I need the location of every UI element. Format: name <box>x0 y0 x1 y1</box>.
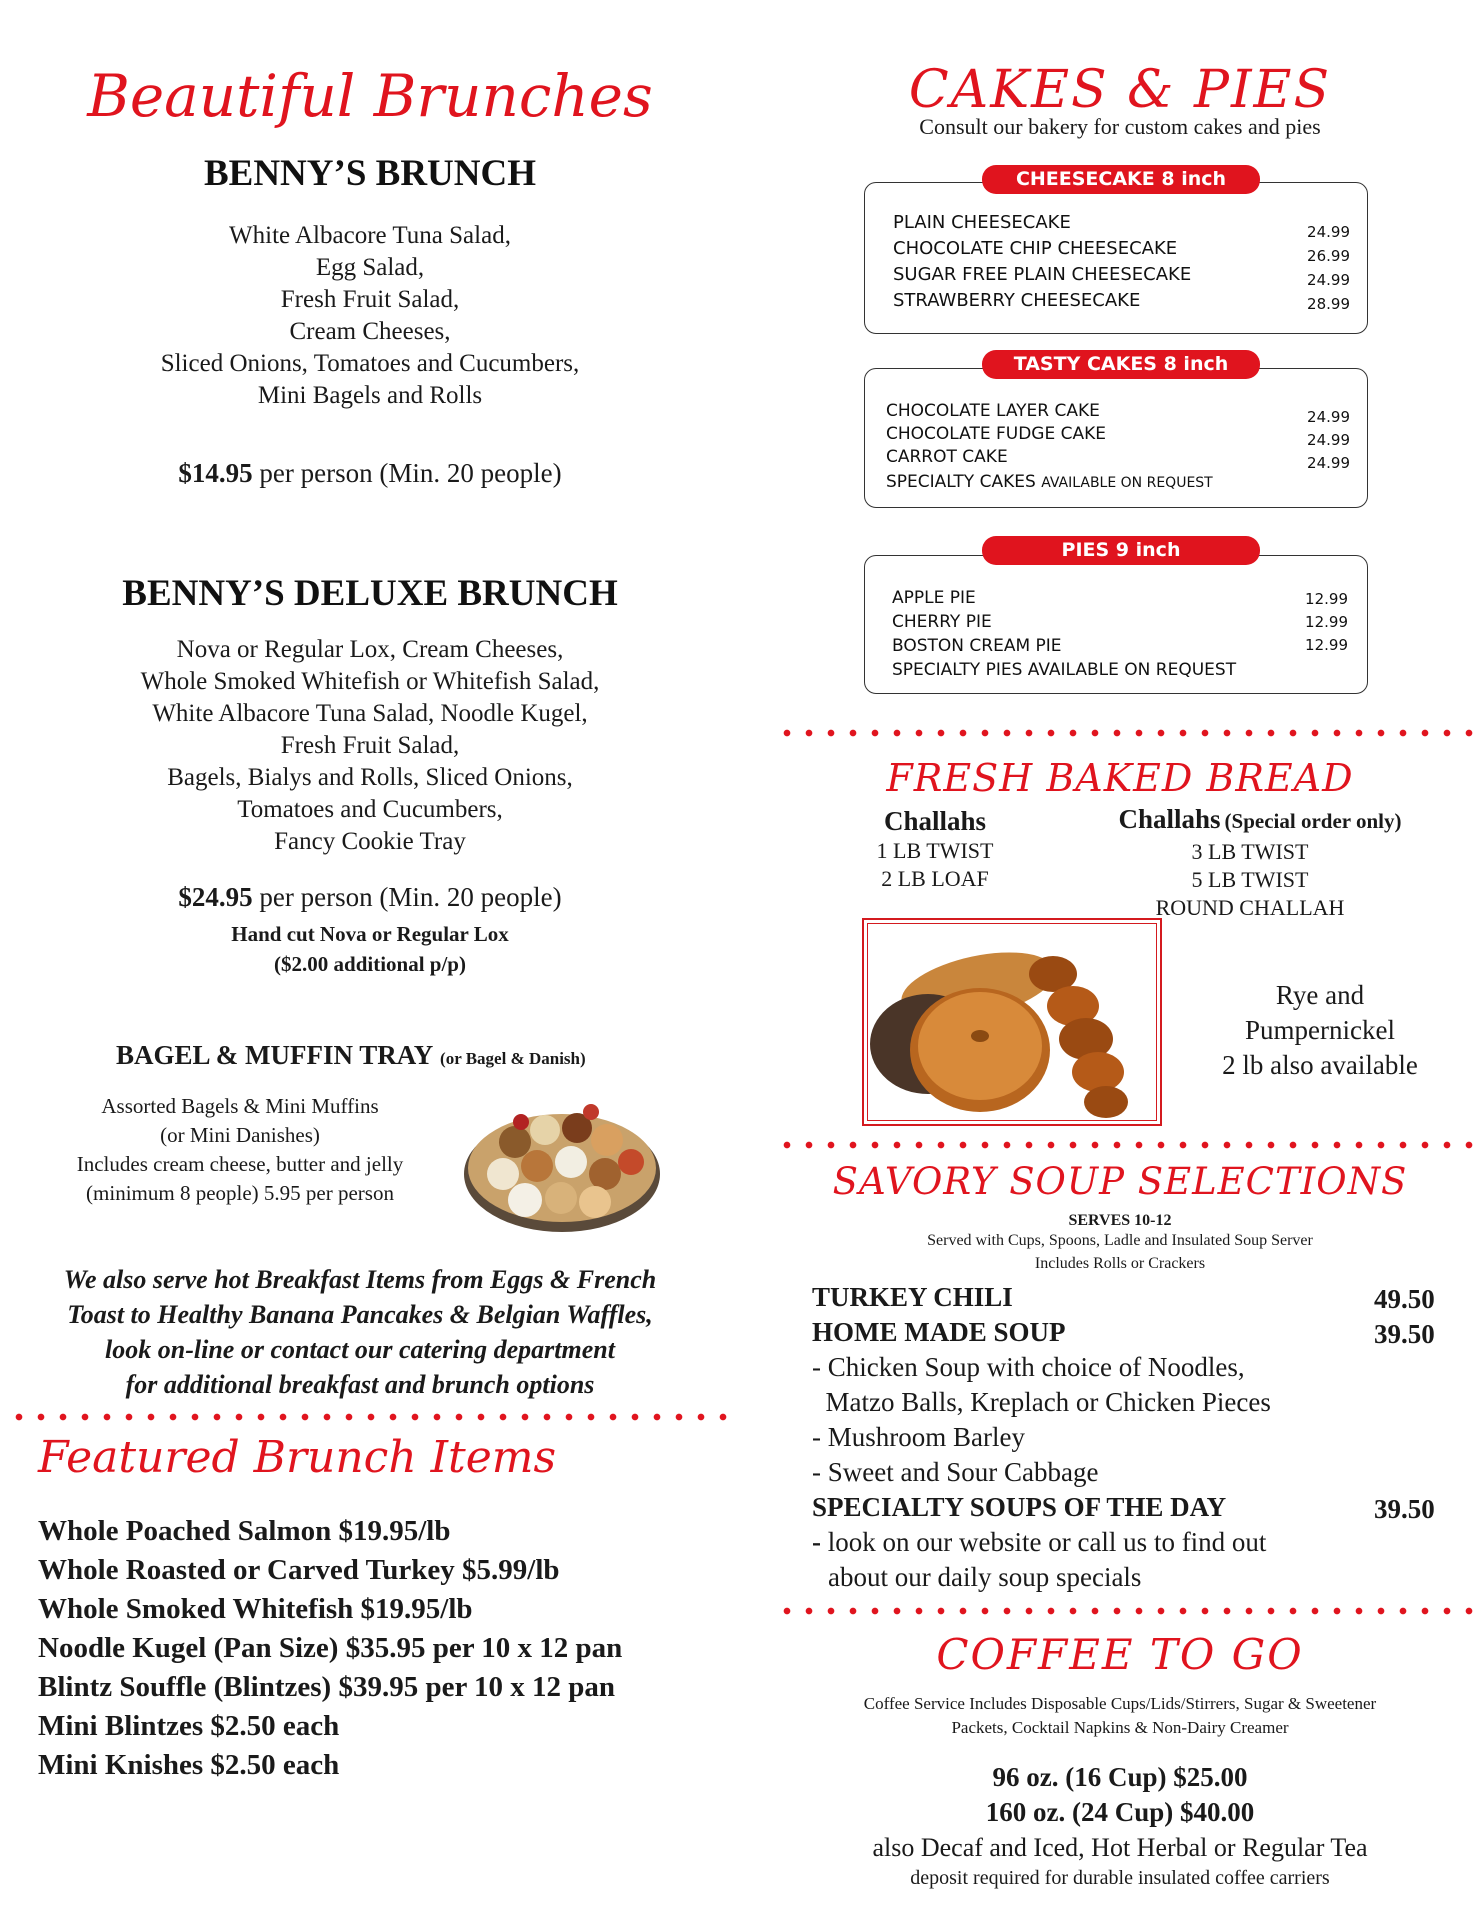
featured-item: Whole Poached Salmon $19.95/lb <box>38 1515 451 1547</box>
challah-col1 <box>840 805 1030 893</box>
coffee-also-note: also Decaf and Iced, Hot Herbal or Regular Tea <box>872 1833 1368 1862</box>
deluxe-item: White Albacore Tuna Salad, Noodle Kugel, <box>152 700 588 727</box>
tasty-cake-item: CHOCOLATE FUDGE CAKE <box>886 424 1107 444</box>
deluxe-brunch-item-list <box>60 634 680 858</box>
left-dotted-divider <box>8 1412 730 1422</box>
pies-price-list <box>1268 588 1348 657</box>
deluxe-item: Whole Smoked Whitefish or Whitefish Salad, <box>140 668 600 695</box>
pie-price: 12.99 <box>1305 636 1348 654</box>
breakfast-note-line: We also serve hot Breakfast Items from Eggs & French <box>63 1265 657 1294</box>
home-made-soup-options <box>812 1350 1271 1490</box>
brunch-item: Cream Cheeses, <box>289 318 451 345</box>
cakes-pies-title: CAKES & PIES <box>908 60 1332 120</box>
specialty-soups-label: SPECIALTY SOUPS OF THE DAY <box>812 1492 1227 1522</box>
challah-col2-heading: Challahs <box>1118 804 1221 834</box>
breakfast-note-line: look on-line or contact our catering department <box>105 1335 615 1364</box>
challah-col2-item: 3 LB TWIST <box>1191 839 1309 864</box>
soup-note-1: Served with Cups, Spoons, Ladle and Insulated Soup Server <box>927 1232 1313 1249</box>
cheesecake-item: CHOCOLATE CHIP CHEESECAKE <box>893 238 1178 259</box>
cheesecake-item: PLAIN CHEESECAKE <box>893 212 1071 233</box>
bagel-tray-line: Assorted Bagels & Mini Muffins <box>101 1094 379 1118</box>
coffee-note-1: Coffee Service Includes Disposable Cups/Lids/Stirrers, Sugar & Sweetener <box>863 1694 1377 1713</box>
deluxe-brunch-price-line <box>60 882 680 913</box>
tasty-cake-price: 24.99 <box>1307 454 1350 472</box>
specialty-cakes-label: SPECIALTY CAKES <box>886 472 1036 492</box>
home-made-soup-price: 39.50 <box>1374 1319 1435 1349</box>
tasty-cake-price: 24.99 <box>1307 431 1350 449</box>
featured-brunch-item-list <box>38 1512 622 1785</box>
cheesecake-label: CHEESECAKE 8 inch <box>982 165 1260 194</box>
cheesecake-item-list <box>893 210 1191 314</box>
deluxe-item: Bagels, Bialys and Rolls, Sliced Onions, <box>167 764 573 791</box>
deluxe-item: Nova or Regular Lox, Cream Cheeses, <box>176 636 564 663</box>
bagel-tray-image <box>455 1082 670 1242</box>
specialty-soups-note-line-1 <box>812 1525 1266 1560</box>
brunch-section-title: Beautiful Brunches <box>87 62 653 130</box>
cheesecake-price: 26.99 <box>1307 247 1350 265</box>
breakfast-note-line: for additional breakfast and brunch options <box>125 1370 595 1399</box>
deluxe-brunch-price: $24.95 <box>178 882 253 912</box>
turkey-chili-price: 49.50 <box>1374 1284 1435 1314</box>
challah-col2-item-list <box>1140 838 1360 922</box>
pie-item: APPLE PIE <box>892 588 976 608</box>
bagel-tray-heading-line <box>116 1040 586 1071</box>
soup-title: SAVORY SOUP SELECTIONS <box>832 1160 1408 1203</box>
deluxe-item: Fancy Cookie Tray <box>274 828 466 855</box>
tasty-cake-price: 24.99 <box>1307 408 1350 426</box>
cheesecake-item: SUGAR FREE PLAIN CHEESECAKE <box>893 264 1192 285</box>
bennys-brunch-heading: BENNY’S BRUNCH <box>203 153 536 194</box>
rye-line: Pumpernickel <box>1245 1015 1395 1045</box>
challah-col1-item-list <box>840 837 1030 893</box>
rye-line: Rye and <box>1275 980 1365 1010</box>
featured-item: Mini Knishes $2.50 each <box>38 1749 340 1781</box>
fresh-bread-title: FRESH BAKED BREAD <box>886 756 1354 800</box>
challah-col2-note: (Special order only) <box>1224 809 1402 833</box>
soup-option: Matzo Balls, Kreplach or Chicken Pieces <box>812 1387 1271 1417</box>
pie-item: SPECIALTY PIES AVAILABLE ON REQUEST <box>892 660 1237 680</box>
cakes-pies-subtitle: Consult our bakery for custom cakes and pies <box>919 114 1321 139</box>
cheesecake-price-list <box>1270 220 1350 316</box>
featured-item: Mini Blintzes $2.50 each <box>38 1710 340 1742</box>
brunch-item: Fresh Fruit Salad, <box>280 286 460 313</box>
challah-col1-item: 1 LB TWIST <box>876 838 994 863</box>
breakfast-note <box>20 1262 700 1402</box>
coffee-note-2: Packets, Cocktail Napkins & Non-Dairy Creamer <box>951 1718 1289 1737</box>
bagel-tray-line: (or Mini Danishes) <box>160 1123 320 1147</box>
breakfast-note-line: Toast to Healthy Banana Pancakes & Belgian Waffles, <box>67 1300 653 1329</box>
bagel-tray-description <box>40 1092 440 1208</box>
bread-dotted-divider <box>776 1140 1480 1150</box>
specialty-soups-note-1: look on our website or call us to find out <box>821 1527 1267 1557</box>
bread-image-frame <box>862 918 1162 1126</box>
challah-col2-item: 5 LB TWIST <box>1191 867 1309 892</box>
pies-label: PIES 9 inch <box>982 536 1260 565</box>
coffee-title: COFFEE TO GO <box>936 1630 1304 1679</box>
pie-item: BOSTON CREAM PIE <box>892 636 1062 656</box>
soup-note-2: Includes Rolls or Crackers <box>1034 1255 1206 1272</box>
pie-price: 12.99 <box>1305 590 1348 608</box>
challah-col1-item: 2 LB LOAF <box>881 866 989 891</box>
tasty-cake-item: CARROT CAKE <box>886 447 1008 467</box>
bagel-tray-heading-note: (or Bagel & Danish) <box>440 1049 586 1068</box>
specialty-soups-price: 39.50 <box>1374 1494 1435 1524</box>
bread-photo <box>868 924 1156 1120</box>
lox-note-1: Hand cut Nova or Regular Lox <box>231 922 509 946</box>
bagel-tray-heading: BAGEL & MUFFIN TRAY <box>116 1040 434 1070</box>
specialty-cakes-line <box>886 469 1213 496</box>
specialty-soups-note-2: about our daily soup specials <box>828 1562 1142 1592</box>
pie-item: CHERRY PIE <box>892 612 992 632</box>
tasty-cakes-price-list <box>1270 406 1350 475</box>
soup-serves: SERVES 10-12 <box>1068 1212 1172 1229</box>
cheesecake-price: 24.99 <box>1307 271 1350 289</box>
bennys-brunch-price-note: per person (Min. 20 people) <box>252 458 562 488</box>
deluxe-item: Fresh Fruit Salad, <box>280 732 460 759</box>
challah-col2-item: ROUND CHALLAH <box>1155 895 1345 920</box>
soup-option: - Mushroom Barley <box>812 1422 1025 1452</box>
tasty-cakes-item-list <box>886 400 1106 469</box>
pie-price: 12.99 <box>1305 613 1348 631</box>
challah-col1-heading: Challahs <box>883 806 987 836</box>
featured-item: Whole Smoked Whitefish $19.95/lb <box>38 1593 473 1625</box>
deluxe-brunch-heading: BENNY’S DELUXE BRUNCH <box>122 573 618 614</box>
featured-brunch-title: Featured Brunch Items <box>38 1432 557 1483</box>
cakes-dotted-divider <box>776 728 1480 738</box>
lox-note-2: ($2.00 additional p/p) <box>274 952 466 976</box>
home-made-soup-label: HOME MADE SOUP <box>812 1317 1066 1347</box>
featured-item: Noodle Kugel (Pan Size) $35.95 per 10 x 12 pan <box>38 1632 623 1664</box>
tasty-cakes-label: TASTY CAKES 8 inch <box>982 350 1260 379</box>
challah-col2-heading-line <box>1090 803 1430 840</box>
pies-item-list <box>892 586 1236 682</box>
brunch-item: White Albacore Tuna Salad, <box>229 222 511 249</box>
bennys-brunch-price: $14.95 <box>178 458 253 488</box>
soup-option: - Sweet and Sour Cabbage <box>812 1457 1099 1487</box>
coffee-deposit-note: deposit required for durable insulated coffee carriers <box>910 1867 1330 1889</box>
bagel-tray-line: Includes cream cheese, butter and jelly <box>76 1152 404 1176</box>
turkey-chili-label: TURKEY CHILI <box>812 1282 1013 1312</box>
brunch-item: Mini Bagels and Rolls <box>257 382 483 409</box>
bread-image <box>867 923 1157 1121</box>
rye-pumpernickel-note <box>1190 978 1450 1083</box>
bennys-brunch-price-line <box>60 458 680 489</box>
soup-option: - Chicken Soup with choice of Noodles, <box>812 1352 1245 1382</box>
deluxe-brunch-price-note: per person (Min. 20 people) <box>252 882 562 912</box>
featured-item: Whole Roasted or Carved Turkey $5.99/lb <box>38 1554 560 1586</box>
cheesecake-item: STRAWBERRY CHEESECAKE <box>893 290 1141 311</box>
bennys-brunch-item-list <box>60 220 680 412</box>
specialty-cakes-note: AVAILABLE ON REQUEST <box>1041 475 1213 491</box>
cheesecake-price: 24.99 <box>1307 223 1350 241</box>
coffee-price-160oz: 160 oz. (24 Cup) $40.00 <box>985 1797 1255 1827</box>
featured-item: Blintz Souffle (Blintzes) $39.95 per 10 x 12 pan <box>38 1671 616 1703</box>
tasty-cake-item: CHOCOLATE LAYER CAKE <box>886 401 1100 421</box>
coffee-price-96oz: 96 oz. (16 Cup) $25.00 <box>992 1762 1248 1792</box>
specialty-soups-dash: - <box>812 1527 821 1557</box>
rye-line: 2 lb also available <box>1222 1050 1418 1080</box>
brunch-item: Sliced Onions, Tomatoes and Cucumbers, <box>160 350 580 377</box>
brunch-item: Egg Salad, <box>315 254 425 281</box>
cheesecake-price: 28.99 <box>1307 295 1350 313</box>
soup-dotted-divider <box>776 1606 1480 1616</box>
challah-col2 <box>1090 803 1430 840</box>
bagel-tray-line: (minimum 8 people) 5.95 per person <box>86 1181 394 1205</box>
deluxe-item: Tomatoes and Cucumbers, <box>237 796 503 823</box>
